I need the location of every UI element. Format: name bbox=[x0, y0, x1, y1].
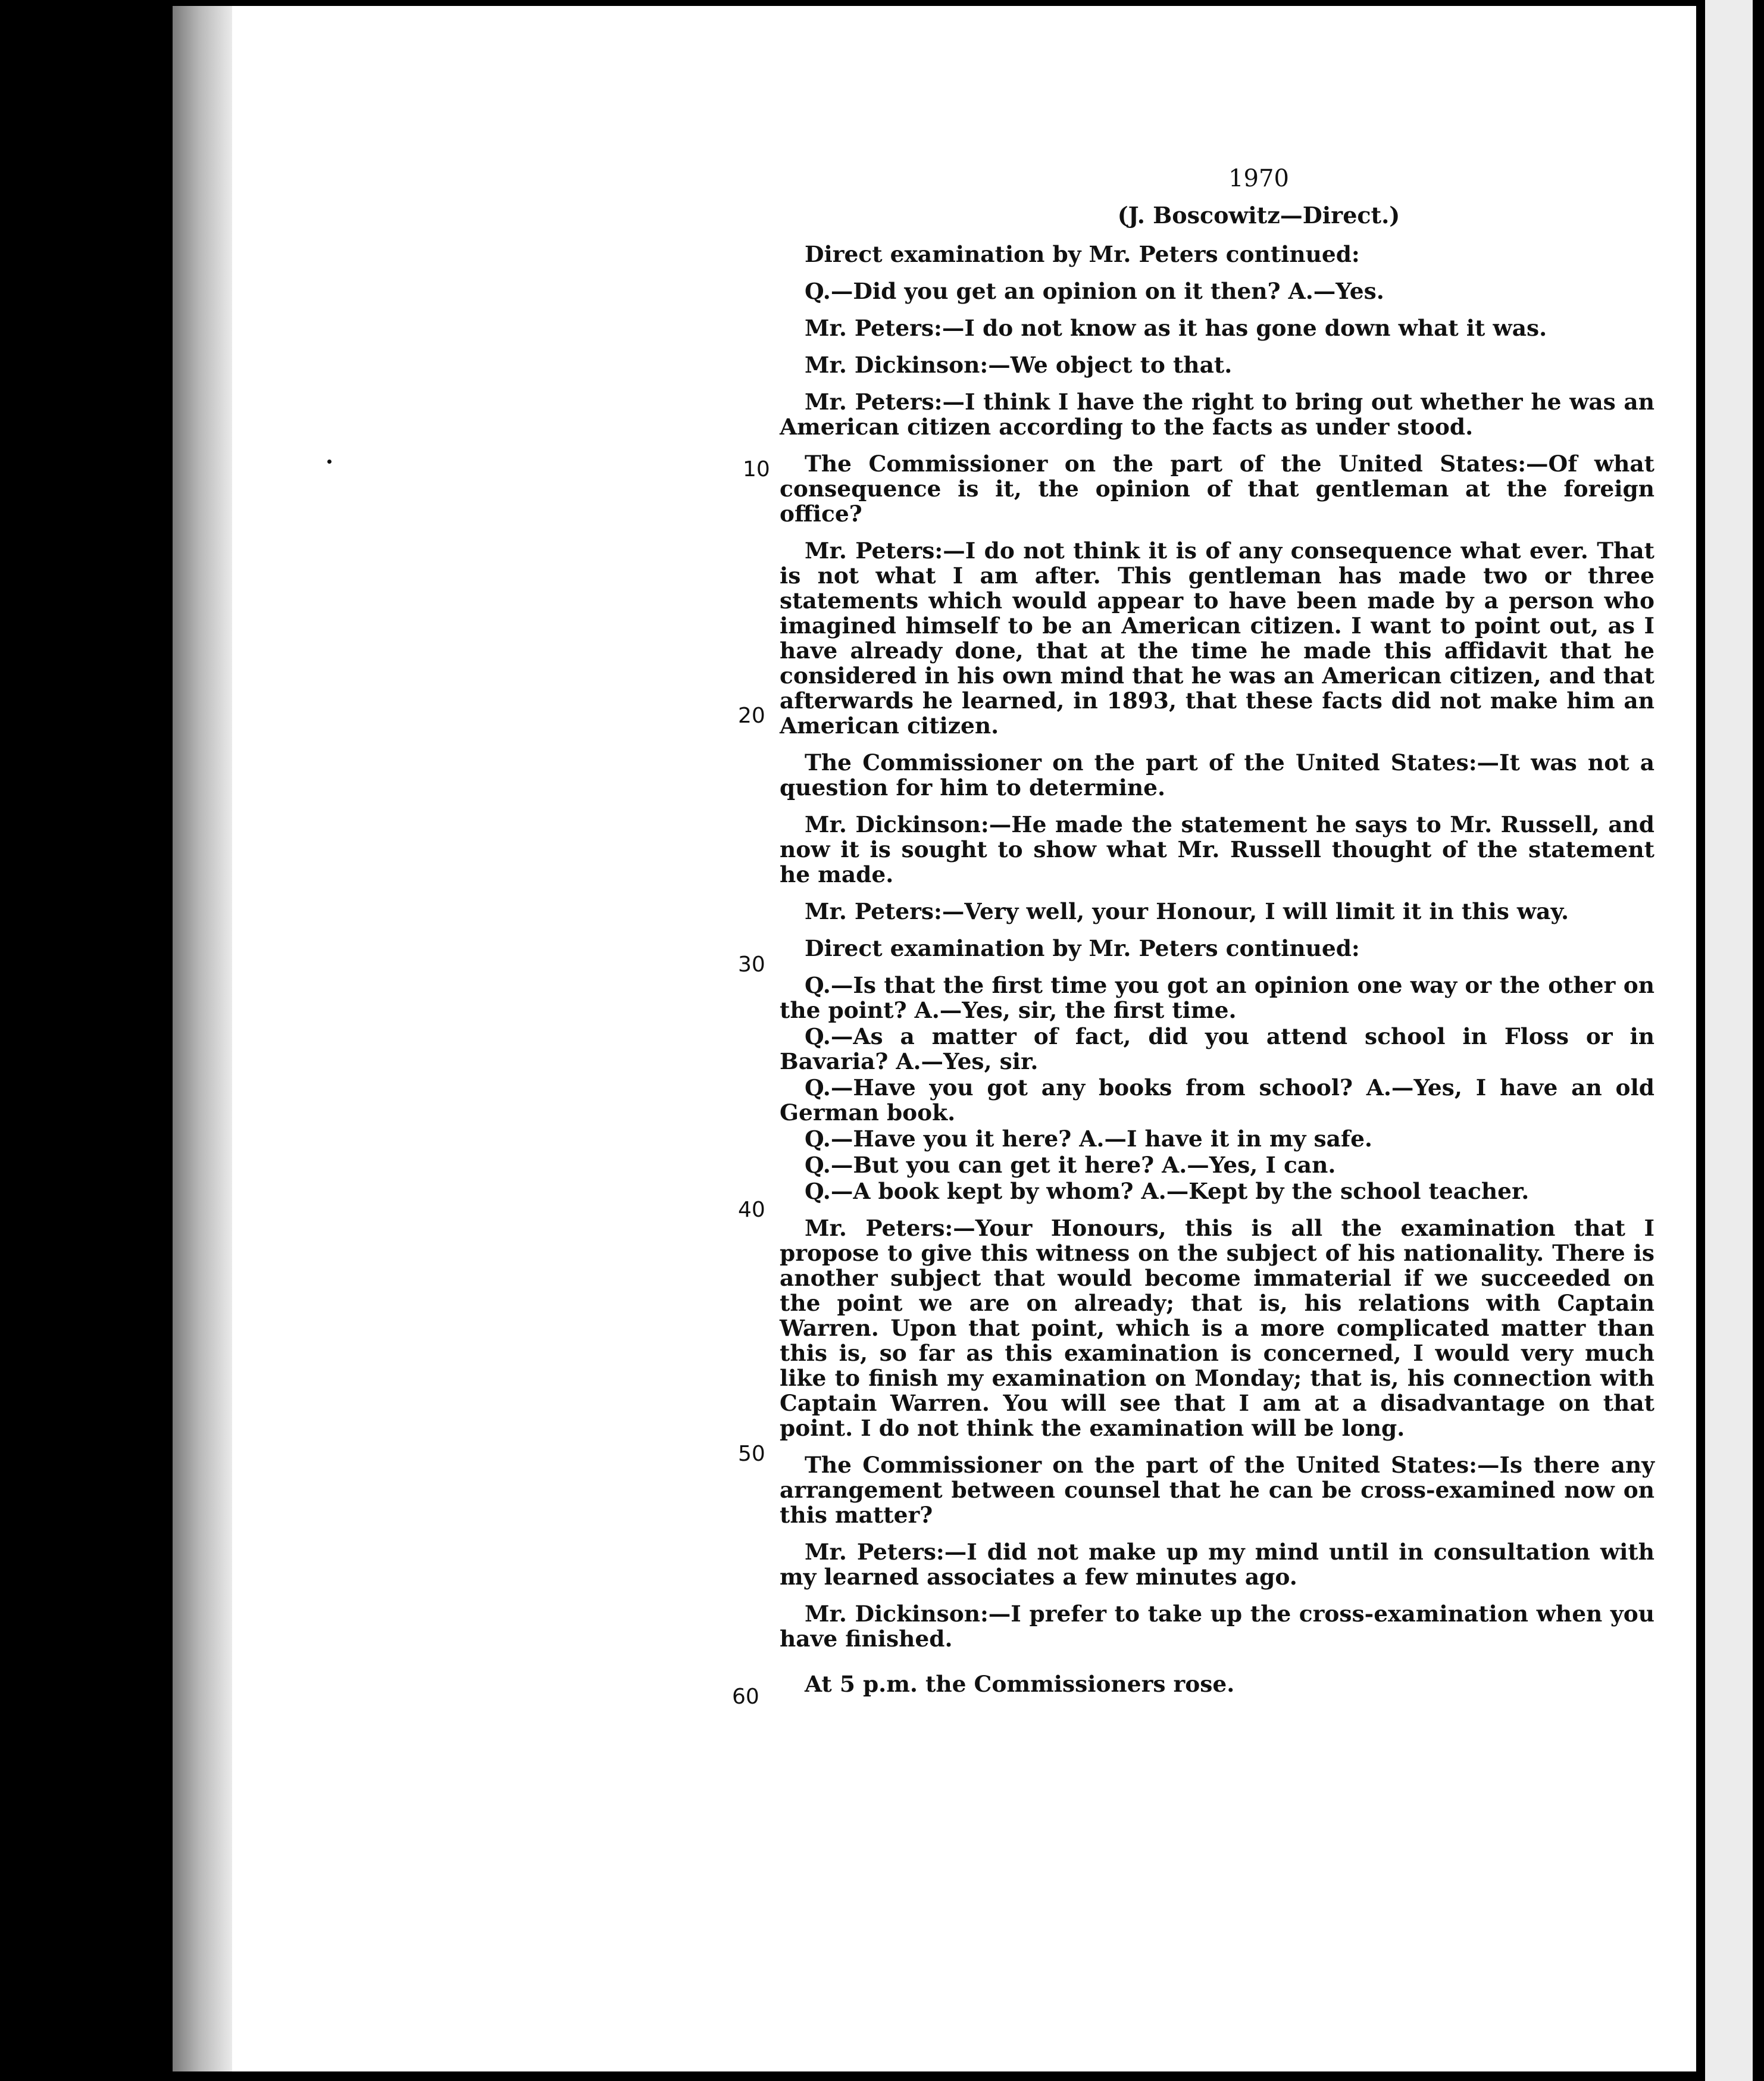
line-number-10: 10 bbox=[743, 457, 770, 482]
qa-line-2: Q.—As a matter of fact, did you attend school in Floss or in Bavaria? A.—Yes, sir. bbox=[780, 1023, 1654, 1074]
paragraph-21: Mr. Dickinson:—I prefer to take up the cross-examination when you have finished. bbox=[780, 1601, 1654, 1652]
paragraph-18: Mr. Peters:—Your Honours, this is all the examination that I propose to give this witness on the subject of his nationality. There is another subject that would become immaterial if we succeeded on the point we are on already; that is, his relations with Captain Warren. Upon that point, which is a more complicated matter than this is, so far as this examination is concerned, I would very much like to finish my examination on Monday; that is, his connection with Captain Warren. You will see that I am at a disadvantage on that point. I do not think the examination will be long. bbox=[780, 1215, 1654, 1441]
paragraph-1: Direct examination by Mr. Peters continued: bbox=[805, 241, 1360, 267]
line-number-60: 60 bbox=[732, 1685, 759, 1709]
paragraph-11: Direct examination by Mr. Peters continued: bbox=[805, 935, 1360, 961]
qa-line-5: Q.—But you can get it here? A.—Yes, I can. bbox=[805, 1152, 1336, 1178]
running-head: (J. Boscowitz—Direct.) bbox=[1117, 202, 1400, 229]
paragraph-20: Mr. Peters:—I did not make up my mind until in consultation with my learned associates a few minutes ago. bbox=[780, 1539, 1654, 1590]
paragraph-8: The Commissioner on the part of the United States:—It was not a question for him to determine. bbox=[780, 749, 1654, 801]
line-number-30: 30 bbox=[738, 952, 765, 977]
paragraph-6: The Commissioner on the part of the United States:—Of what consequence is it, the opinion of that gentleman at the foreign office? bbox=[780, 451, 1654, 527]
line-number-50: 50 bbox=[738, 1442, 765, 1466]
paragraph-9: Mr. Dickinson:—He made the statement he says to Mr. Russell, and now it is sought to show what Mr. Russell thought of the statement he made. bbox=[780, 811, 1654, 888]
page-binding-shadow bbox=[173, 6, 232, 2071]
closing-line: At 5 p.m. the Commissioners rose. bbox=[805, 1671, 1235, 1697]
text-column bbox=[780, 161, 1654, 1708]
paragraph-5: Mr. Peters:—I think I have the right to bring out whether he was an American citizen according to the facts as under stood. bbox=[780, 389, 1654, 440]
qa-line-3: Q.—Have you got any books from school? A.—Yes, I have an old German book. bbox=[780, 1074, 1654, 1126]
paragraph-4: Mr. Dickinson:—We object to that. bbox=[805, 352, 1233, 378]
qa-line-4: Q.—Have you it here? A.—I have it in my safe. bbox=[805, 1126, 1372, 1152]
document-page bbox=[173, 6, 1696, 2071]
ink-speck bbox=[327, 460, 331, 464]
line-number-20: 20 bbox=[738, 704, 765, 728]
line-number-40: 40 bbox=[738, 1198, 765, 1222]
paragraph-3: Mr. Peters:—I do not know as it has gone down what it was. bbox=[805, 315, 1547, 341]
qa-line-1: Q.—Is that the first time you got an opinion one way or the other on the point? A.—Yes, sir, the first time. bbox=[780, 972, 1654, 1023]
page-number: 1970 bbox=[1228, 165, 1289, 192]
paragraph-10: Mr. Peters:—Very well, your Honour, I will limit it in this way. bbox=[805, 898, 1569, 924]
qa-line-6: Q.—A book kept by whom? A.—Kept by the school teacher. bbox=[805, 1178, 1530, 1204]
adjacent-page-edge bbox=[1705, 0, 1753, 2081]
paragraph-2: Q.—Did you get an opinion on it then? A.—Yes. bbox=[805, 278, 1384, 304]
paragraph-19: The Commissioner on the part of the United States:—Is there any arrangement between counsel that he can be cross-examined now on this matter? bbox=[780, 1452, 1654, 1528]
paragraph-7: Mr. Peters:—I do not think it is of any consequence what ever. That is not what I am after. This gentleman has made two or three statements which would appear to have been made by a person who imagined himself to be an American citizen. I want to point out, as I have already done, that at the time he made this affidavit that he considered in his own mind that he was an American citizen, and that afterwards he learned, in 1893, that these facts did not make him an American citizen. bbox=[780, 538, 1654, 739]
